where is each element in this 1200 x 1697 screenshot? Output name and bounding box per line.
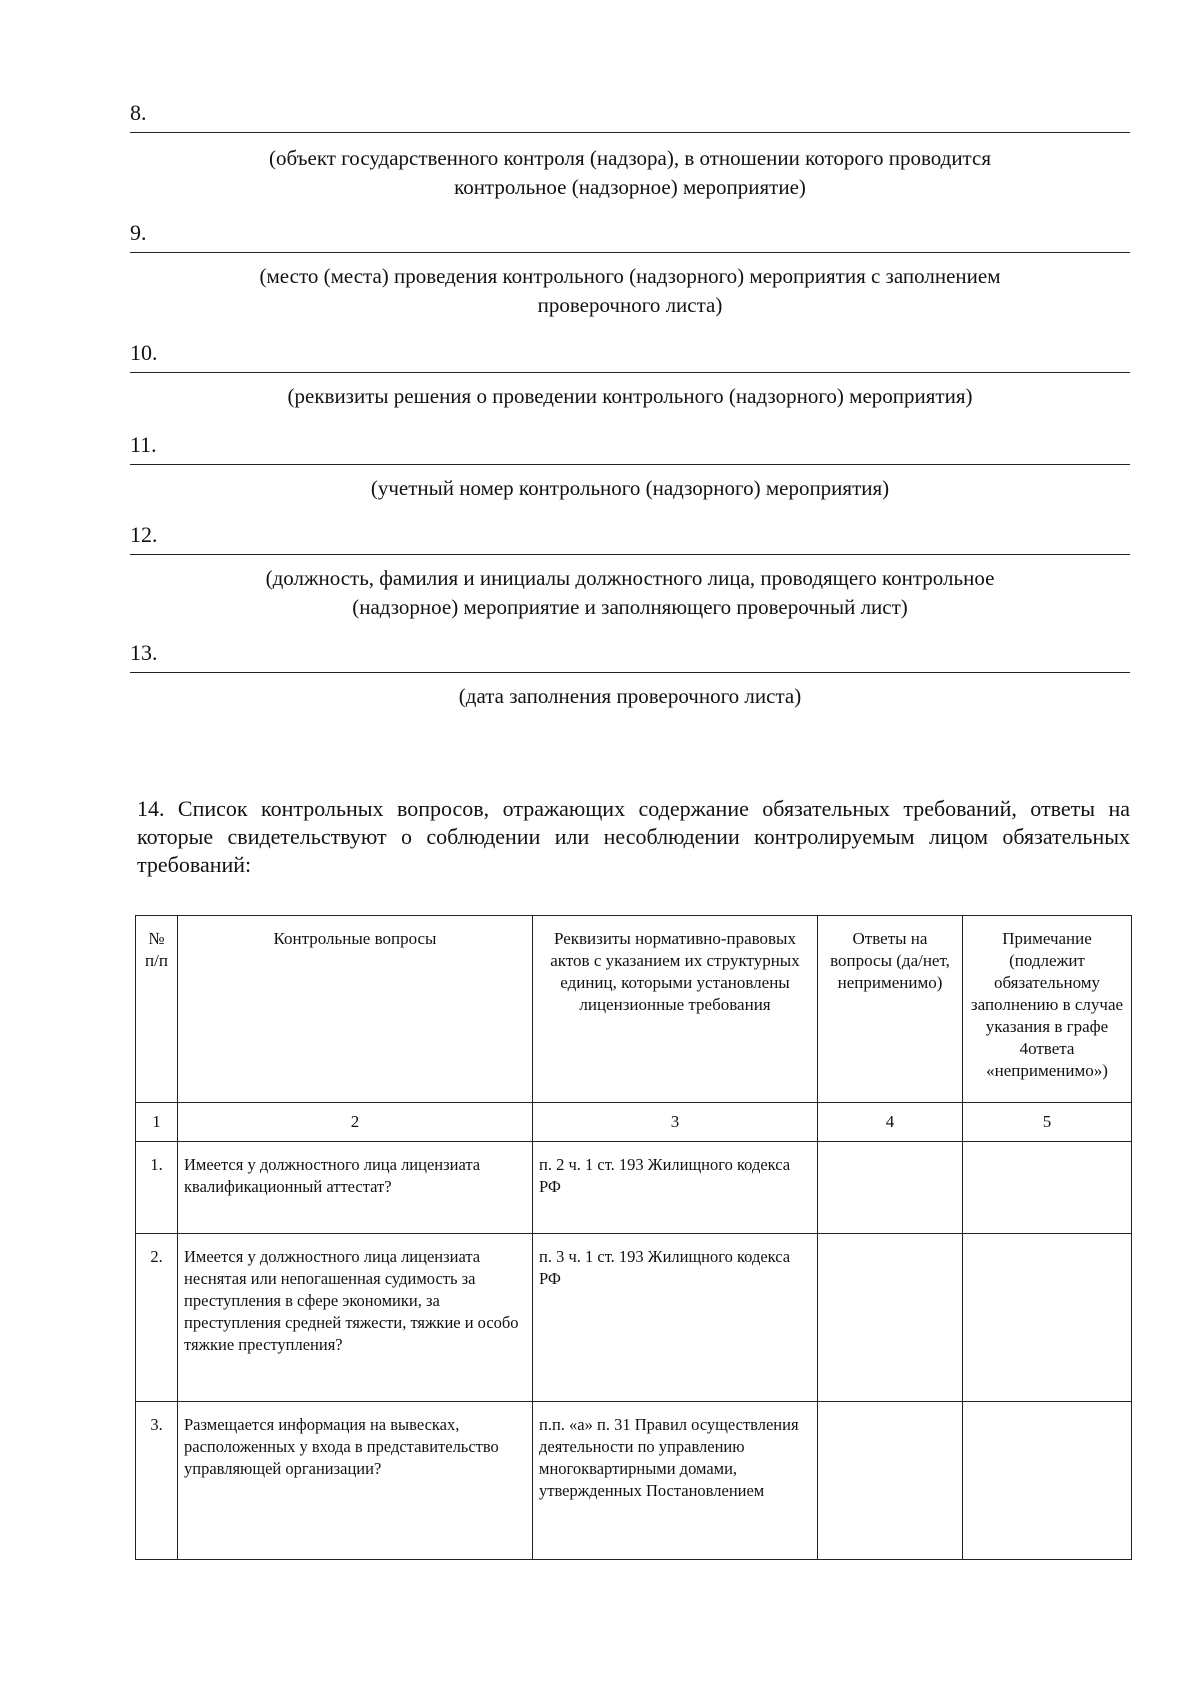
question-cell: Имеется у должностного лица лицензиата неснятая или непогашенная судимость за преступления в сфере экономики, за преступления средней тяжести, тяжкие и особо тяжкие преступления?: [178, 1234, 533, 1402]
header-note: Примечание (подлежит обязательному заполнению в случае указания в графе 4ответа «неприменимо»): [963, 916, 1132, 1103]
table-row: [136, 1234, 1132, 1402]
field-number: 13.: [130, 640, 158, 665]
field-number: 11.: [130, 432, 157, 457]
header-answers: Ответы на вопросы (да/нет, неприменимо): [818, 916, 963, 1103]
answer-cell[interactable]: [818, 1234, 963, 1402]
fill-line[interactable]: [130, 132, 1130, 133]
fill-line[interactable]: [130, 372, 1130, 373]
row-number: 1.: [136, 1142, 178, 1234]
header-num: № п/п: [136, 916, 178, 1103]
field-caption: (учетный номер контрольного (надзорного) мероприятия): [370, 476, 890, 500]
field-caption: (место (места) проведения контрольного (надзорного) мероприятия с заполнением проверочного листа): [259, 264, 1001, 317]
row-number: 2.: [136, 1234, 178, 1402]
field-caption: (дата заполнения проверочного листа): [458, 684, 802, 708]
field-caption: (объект государственного контроля (надзора), в отношении которого проводится контрольное (надзорное) мероприятие): [269, 146, 991, 199]
field-number: 8.: [130, 100, 147, 125]
note-cell[interactable]: [963, 1402, 1132, 1560]
column-number: 1: [136, 1103, 178, 1142]
note-cell[interactable]: [963, 1142, 1132, 1234]
question-cell: Имеется у должностного лица лицензиата квалификационный аттестат?: [178, 1142, 533, 1234]
field-caption: (должность, фамилия и инициалы должностного лица, проводящего контрольное (надзорное) мероприятие и заполняющего проверочный лист): [265, 566, 995, 619]
fill-line[interactable]: [130, 252, 1130, 253]
checklist-table: [135, 915, 1132, 1560]
field-number: 12.: [130, 522, 158, 547]
field-number: 9.: [130, 220, 147, 245]
answer-cell[interactable]: [818, 1402, 963, 1560]
column-number: 3: [533, 1103, 818, 1142]
reference-cell: п.п. «а» п. 31 Правил осуществления деятельности по управлению многоквартирными домами, утвержденных Постановлением: [533, 1402, 818, 1560]
fill-line[interactable]: [130, 672, 1130, 673]
checklist-intro: 14. Список контрольных вопросов, отражающих содержание обязательных требований, ответы на которые свидетельствуют о соблюдении или несоблюдении контролируемым лицом обязательных требований:: [137, 796, 1130, 877]
table-row: [136, 1402, 1132, 1560]
fill-line[interactable]: [130, 554, 1130, 555]
column-number: 4: [818, 1103, 963, 1142]
answer-cell[interactable]: [818, 1142, 963, 1234]
fill-line[interactable]: [130, 464, 1130, 465]
row-number: 3.: [136, 1402, 178, 1560]
table-header-row: [136, 916, 1132, 1103]
table-row: [136, 1142, 1132, 1234]
reference-cell: п. 2 ч. 1 ст. 193 Жилищного кодекса РФ: [533, 1142, 818, 1234]
header-questions: Контрольные вопросы: [178, 916, 533, 1103]
header-references: Реквизиты нормативно-правовых актов с указанием их структурных единиц, которыми установлены лицензионные требования: [533, 916, 818, 1103]
column-numbers-row: [136, 1103, 1132, 1142]
field-caption: (реквизиты решения о проведении контрольного (надзорного) мероприятия): [287, 384, 973, 408]
column-number: 5: [963, 1103, 1132, 1142]
note-cell[interactable]: [963, 1234, 1132, 1402]
field-number: 10.: [130, 340, 158, 365]
question-cell: Размещается информация на вывесках, расположенных у входа в представительство управляющей организации?: [178, 1402, 533, 1560]
reference-cell: п. 3 ч. 1 ст. 193 Жилищного кодекса РФ: [533, 1234, 818, 1402]
column-number: 2: [178, 1103, 533, 1142]
